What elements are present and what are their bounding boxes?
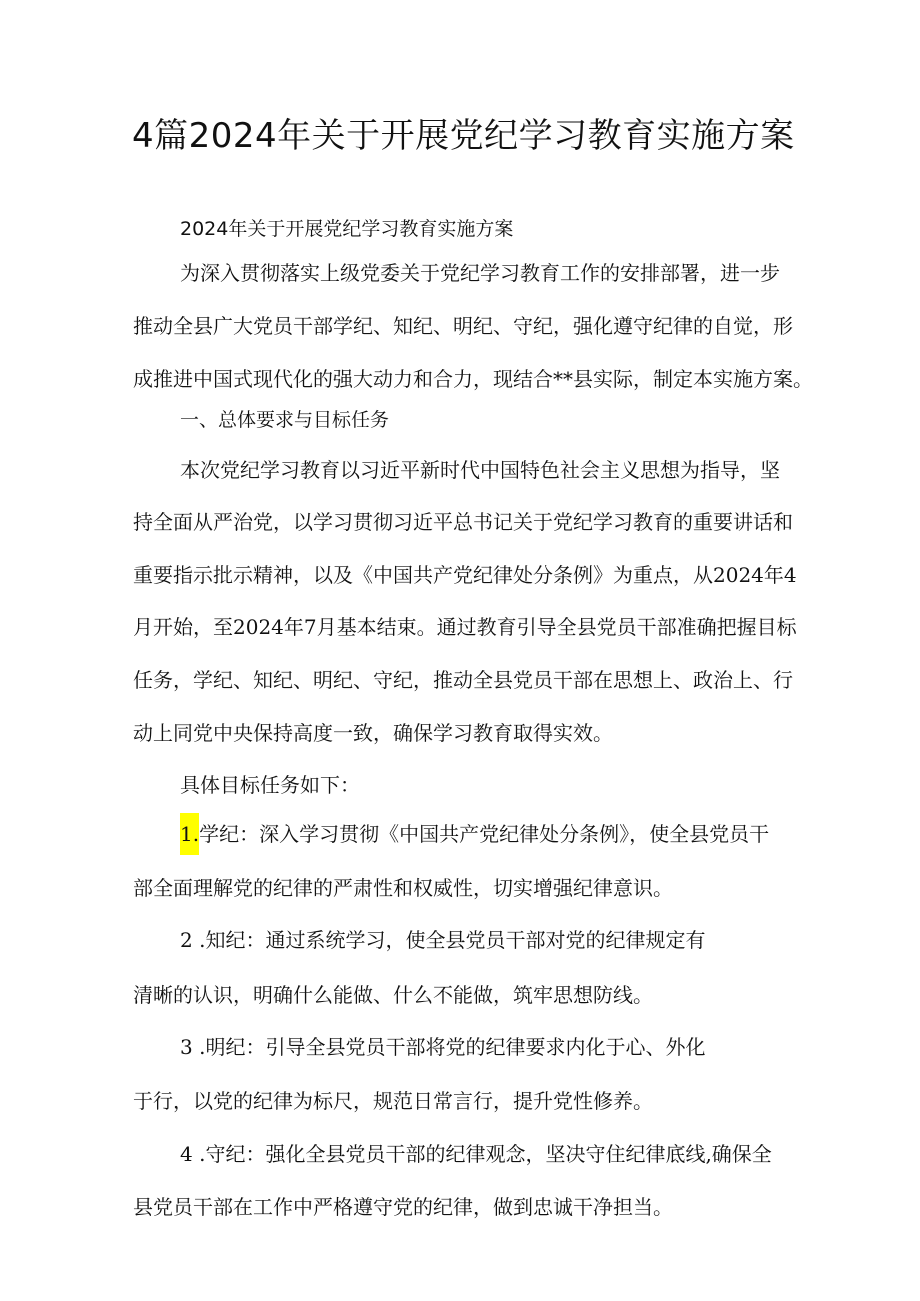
target-item-1-line-2: 部全面理解党的纪律的严肃性和权威性，切实增强纪律意识。 <box>133 876 673 900</box>
target-item-2-line-2: 清晰的认识，明确什么能做、什么不能做，筑牢思想防线。 <box>133 983 653 1007</box>
section-1-line-4: 月开始，至2024年7月基本结束。通过教育引导全县党员干部准确把握目标 <box>133 615 797 639</box>
target-item-4-line-1: 4 .守纪：强化全县党员干部的纪律观念，坚决守住纪律底线,确保全 <box>180 1142 772 1166</box>
section-1-line-6: 动上同党中央保持高度一致，确保学习教育取得实效。 <box>133 721 613 745</box>
section-1-line-3: 重要指示批示精神，以及《中国共产党纪律处分条例》为重点，从2024年4 <box>133 563 797 587</box>
target-item-4-line-2: 县党员干部在工作中严格遵守党的纪律，做到忠诚干净担当。 <box>133 1195 673 1219</box>
section-1-line-1: 本次党纪学习教育以习近平新时代中国特色社会主义思想为指导，坚 <box>180 458 780 482</box>
intro-line-2: 推动全县广大党员干部学纪、知纪、明纪、守纪，强化遵守纪律的自觉，形 <box>133 314 793 338</box>
target-item-3-line-1: 3 .明纪：引导全县党员干部将党的纪律要求内化于心、外化 <box>180 1035 706 1059</box>
section-1-line-2: 持全面从严治党，以学习贯彻习近平总书记关于党纪学习教育的重要讲话和 <box>133 510 793 534</box>
document-subtitle: 2024年关于开展党纪学习教育实施方案 <box>180 218 514 240</box>
intro-line-3: 成推进中国式现代化的强大动力和合力，现结合**县实际，制定本实施方案。 <box>133 367 813 391</box>
section-1-heading: 一、总体要求与目标任务 <box>180 409 390 431</box>
intro-line-1: 为深入贯彻落实上级党委关于党纪学习教育工作的安排部署，进一步 <box>180 261 780 285</box>
document-title: 4篇2024年关于开展党纪学习教育实施方案 <box>132 116 795 156</box>
target-item-1-text: 学纪：深入学习贯彻《中国共产党纪律处分条例》，使全县党员干 <box>199 822 770 846</box>
section-1-line-5: 任务，学纪、知纪、明纪、守纪，推动全县党员干部在思想上、政治上、行 <box>133 668 793 692</box>
highlighted-item-number: 1. <box>180 813 199 855</box>
targets-intro: 具体目标任务如下： <box>180 773 360 797</box>
target-item-2-line-1: 2 .知纪：通过系统学习，使全县党员干部对党的纪律规定有 <box>180 928 706 952</box>
target-item-1-line-1 <box>180 820 769 848</box>
target-item-3-line-2: 于行，以党的纪律为标尺，规范日常言行，提升党性修养。 <box>133 1089 653 1113</box>
